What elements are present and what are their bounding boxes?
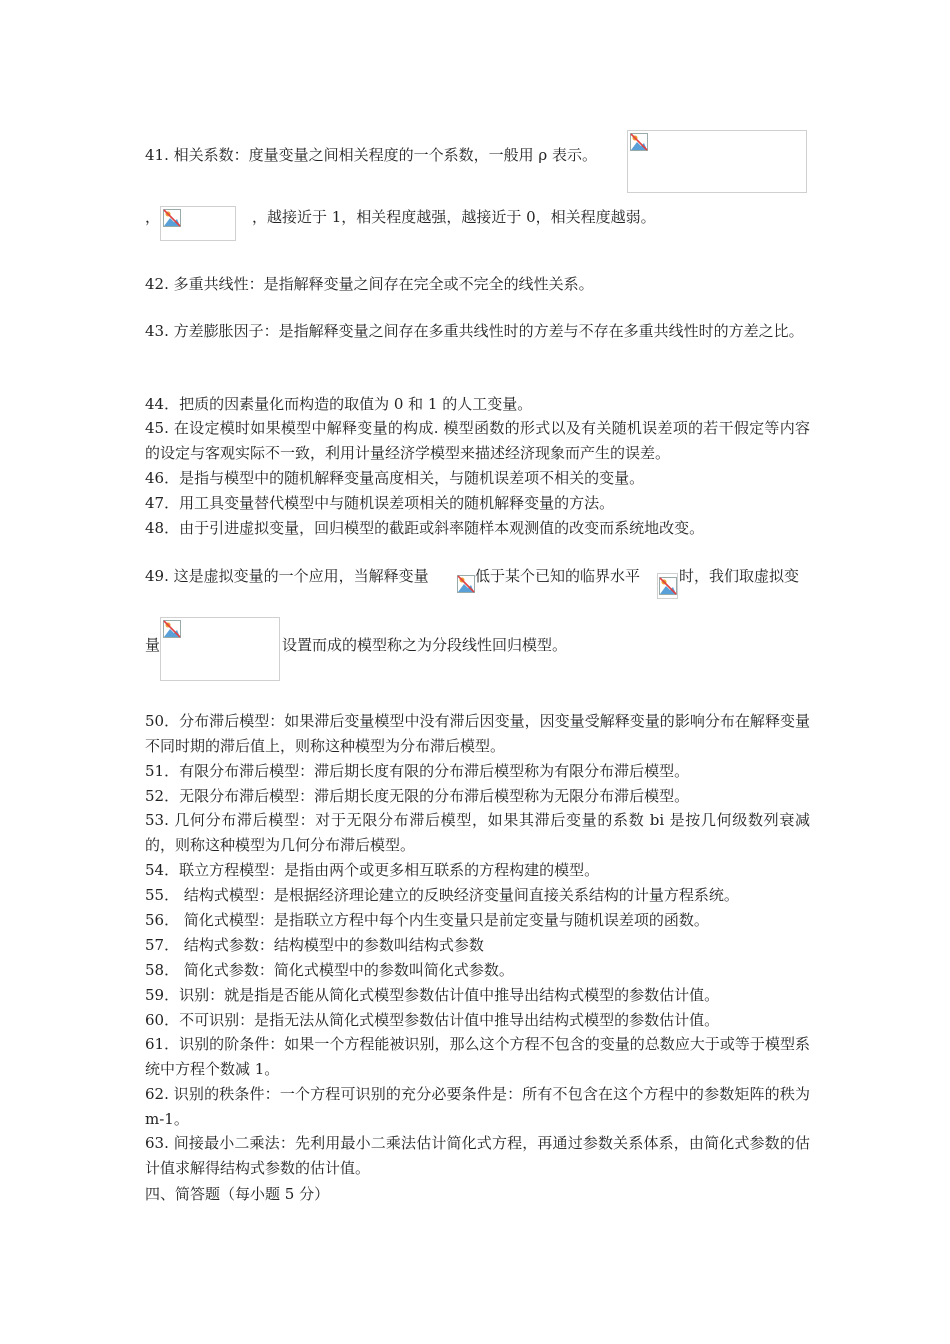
item-49-part2: 低于某个已知的临界水平 xyxy=(475,567,641,585)
item-52: 52．无限分布滞后模型：滞后期长度无限的分布滞后模型称为无限分布滞后模型。 xyxy=(145,787,690,805)
item-60: 60．不可识别：是指无法从简化式模型参数估计值中推导出结构式模型的参数估计值。 xyxy=(145,1011,720,1029)
item-47: 47．用工具变量替代模型中与随机误差项相关的随机解释变量的方法。 xyxy=(145,494,615,512)
item-50: 50．分布滞后模型：如果滞后变量模型中没有滞后因变量，因变量受解释变量的影响分布在解释变量不同时期的滞后值上，则称这种模型为分布滞后模型。 xyxy=(145,712,810,755)
formula-image-rho xyxy=(627,130,807,193)
item-51: 51．有限分布滞后模型：滞后期长度有限的分布滞后模型称为有限分布滞后模型。 xyxy=(145,762,690,780)
item-53: 53. 几何分布滞后模型：对于无限分布滞后模型，如果其滞后变量的系数 bi 是按几何级数列衰减的，则称这种模型为几何分布滞后模型。 xyxy=(145,811,810,854)
item-61: 61．识别的阶条件：如果一个方程能被识别，那么这个方程不包含的变量的总数应大于或等于模型系统中方程个数减 1。 xyxy=(145,1035,810,1078)
item-41: 41. 相关系数：度量变量之间相关程度的一个系数，一般用 ρ 表示。 xyxy=(145,146,597,164)
broken-image-icon xyxy=(630,133,648,151)
item-63: 63. 间接最小二乘法：先利用最小二乘法估计简化式方程，再通过参数关系体系，由简化式参数的估计值求解得结构式参数的估计值。 xyxy=(145,1134,810,1177)
item-49b-part2: 设置而成的模型称之为分段线性回归模型。 xyxy=(282,636,568,654)
item-49-part1: 49. 这是虚拟变量的一个应用，当解释变量 xyxy=(145,567,429,585)
item-44: 44．把质的因素量化而构造的取值为 0 和 1 的人工变量。 xyxy=(145,395,533,413)
broken-image-icon xyxy=(163,209,181,227)
broken-image-icon xyxy=(163,620,181,638)
item-59: 59．识别：就是指是否能从简化式模型参数估计值中推导出结构式模型的参数估计值。 xyxy=(145,986,720,1004)
item-55: 55． 结构式模型：是根据经济理论建立的反映经济变量间直接关系结构的计量方程系统。 xyxy=(145,886,739,904)
item-43: 43. 方差膨胀因子：是指解释变量之间存在多重共线性时的方差与不存在多重共线性时的方差之比。 xyxy=(145,322,804,340)
formula-image-threshold xyxy=(657,573,678,599)
item-58: 58． 简化式参数：简化式模型中的参数叫简化式参数。 xyxy=(145,961,514,979)
item-48: 48．由于引进虚拟变量，回归模型的截距或斜率随样本观测值的改变而系统地改变。 xyxy=(145,519,705,537)
section-heading: 四、简答题（每小题 5 分） xyxy=(145,1185,330,1203)
item-49b-part1: 量 xyxy=(145,636,161,654)
item-57: 57． 结构式参数：结构模型中的参数叫结构式参数 xyxy=(145,936,484,954)
formula-image-dummy xyxy=(160,617,280,681)
item-41b-comma: ， xyxy=(145,208,161,226)
item-56: 56． 简化式模型：是指联立方程中每个内生变量只是前定变量与随机误差项的函数。 xyxy=(145,911,709,929)
item-45: 45. 在设定模时如果模型中解释变量的构成. 模型函数的形式以及有关随机误差项的若干假定等内容的设定与客观实际不一致，利用计量经济学模型来描述经济现象而产生的误差。 xyxy=(145,419,810,462)
item-46: 46．是指与模型中的随机解释变量高度相关，与随机误差项不相关的变量。 xyxy=(145,469,645,487)
item-41b: ，越接近于 1，相关程度越强，越接近于 0，相关程度越弱。 xyxy=(252,208,656,226)
formula-image-range xyxy=(160,206,236,241)
item-42: 42. 多重共线性：是指解释变量之间存在完全或不完全的线性关系。 xyxy=(145,275,594,293)
broken-image-icon xyxy=(457,575,475,593)
broken-image-icon xyxy=(659,577,677,595)
item-62: 62. 识别的秩条件：一个方程可识别的充分必要条件是：所有不包含在这个方程中的参数矩阵的秩为 m-1。 xyxy=(145,1085,810,1128)
item-49-part3: 时，我们取虚拟变 xyxy=(679,567,800,585)
item-54: 54．联立方程模型：是指由两个或更多相互联系的方程构建的模型。 xyxy=(145,861,600,879)
